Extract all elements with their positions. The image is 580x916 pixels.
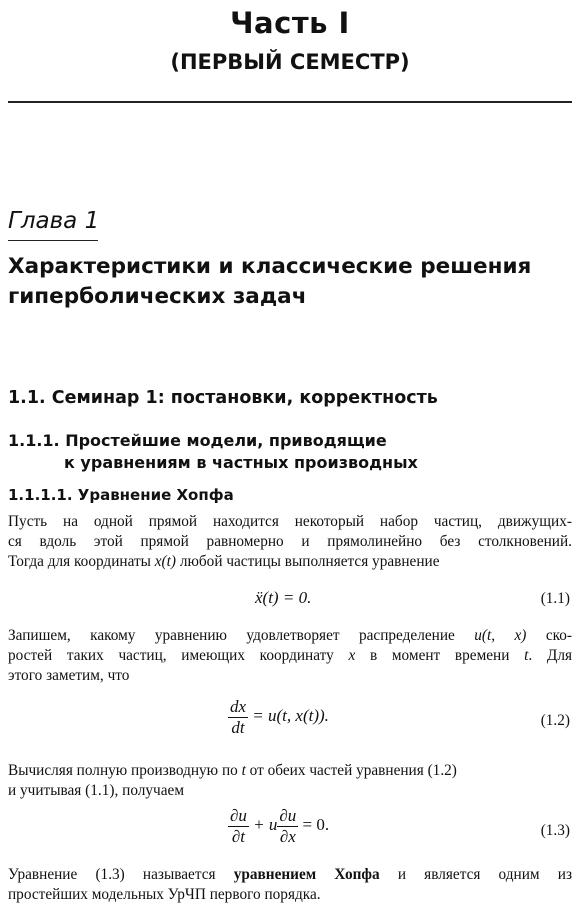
equation-1-2: $\frac{dx}{dt}$ = u(t, x(t)). — [230, 697, 329, 737]
equation-1-3: $\frac{\partial u}{\partial t}$ + u $\frac{\partial u}{\partial x}$ = 0. — [230, 806, 330, 846]
paragraph-1-line-1: Пусть на одной прямой находится некоторый набор частиц, движущих- — [8, 513, 572, 530]
fraction-du-dt: $\frac{\partial u}{\partial t}$ — [230, 806, 247, 846]
equation-number-1-2: (1.2) — [540, 712, 570, 729]
fraction-dx-dt: $\frac{dx}{dt}$ — [230, 697, 247, 737]
chapter-underline — [8, 240, 98, 241]
paragraph-2-line-1: Запишем, какому уравнению удовлетворяет распределение u(t, x) ско- — [8, 627, 573, 644]
paragraph-4-line-2: простейших модельных УрЧП первого порядка. — [8, 886, 321, 903]
paragraph-4-line-1: Уравнение (1.3) называется уравнением Хопфа и является одним из — [8, 866, 572, 883]
paragraph-2-line-2: ростей таких частиц, имеющих координату x в момент времени t. Для — [8, 647, 572, 664]
paragraph-1-line-3: Тогда для координаты x(t) любой частицы выполняется уравнение — [8, 553, 440, 570]
horizontal-rule — [8, 101, 572, 103]
chapter-label: Глава 1 — [8, 208, 100, 234]
paragraph-3-line-1: Вычисляя полную производную по t от обеих частей уравнения (1.2) — [8, 762, 457, 779]
part-subtitle: (ПЕРВЫЙ СЕМЕСТР) — [170, 50, 410, 74]
section-heading-1-1: 1.1. Семинар 1: постановки, корректность — [8, 388, 438, 408]
subsection-heading-line-1: 1.1.1. Простейшие модели, приводящие — [8, 431, 387, 450]
subsubsection-heading: 1.1.1.1. Уравнение Хопфа — [8, 486, 234, 504]
equation-number-1-1: (1.1) — [540, 590, 570, 607]
equation-number-1-3: (1.3) — [540, 822, 570, 839]
chapter-title-line-1: Характеристики и классические решения — [8, 254, 532, 279]
part-title: Часть I — [230, 6, 350, 40]
paragraph-1-line-2: ся вдоль этой прямой равномерно и прямолинейно без столкновений. — [8, 533, 572, 550]
subsection-heading-line-2: к уравнениям в частных производных — [64, 453, 418, 472]
equation-1-1: ẍ(t) = 0. — [255, 588, 312, 607]
fraction-du-dx: $\frac{\partial u}{\partial x}$ — [279, 806, 297, 846]
chapter-title-line-2: гиперболических задач — [8, 284, 307, 309]
paragraph-3-line-2: и учитывая (1.1), получаем — [8, 782, 184, 799]
paragraph-2-line-3: этого заметим, что — [8, 667, 130, 684]
